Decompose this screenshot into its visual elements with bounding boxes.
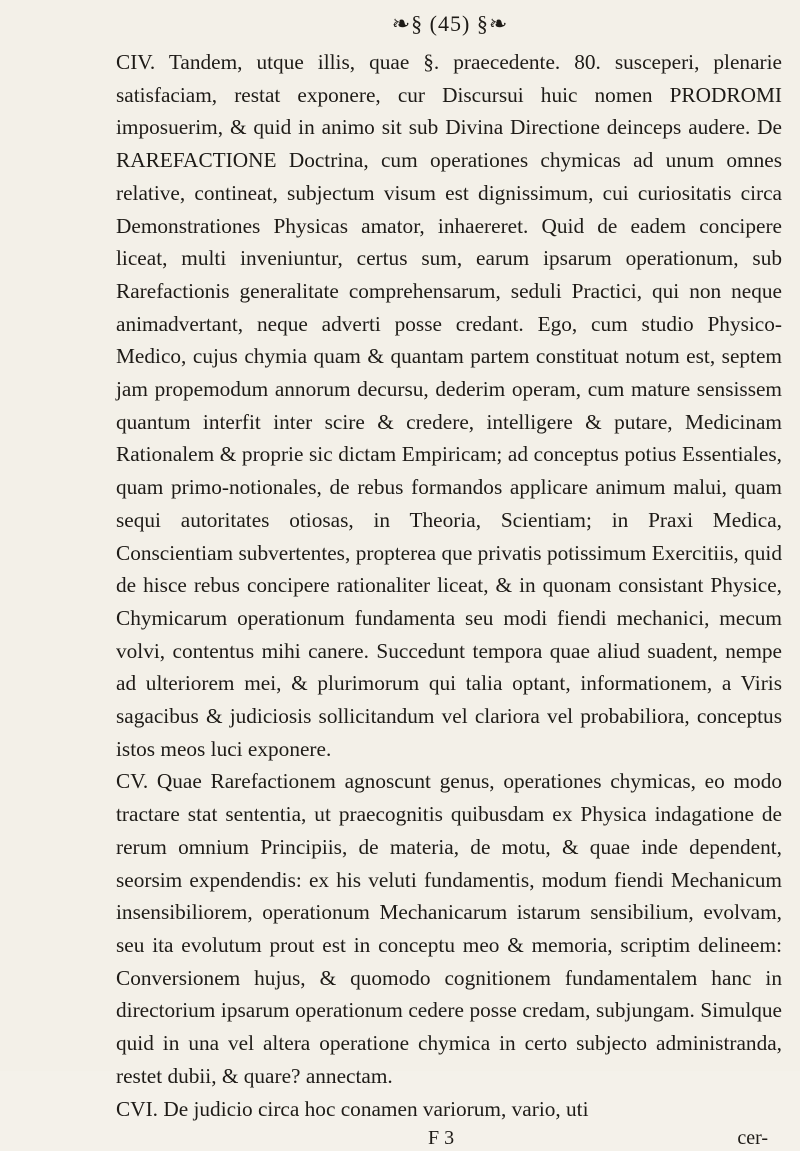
paragraph-civ: CIV. Tandem, utque illis, quae §. praecedente. 80. susceperi, plenarie satisfaciam, restat exponere, cur Discursui huic nomen PRODROMI imposuerim, & quid in animo sit sub Divina Directione deinceps audere. De RAREFACTIONE Doctrina, cum operationes chymicas ad unum omnes relative, contineat, subjectum visum est dignissimum, cui curiositatis circa Demonstrationes Physicas amator, inhaereret. Quid de eadem concipere liceat, multi inveniuntur, certus sum, earum ipsarum operationum, sub Rarefactionis generalitate comprehensarum, seduli Practici, qui non neque animadvertant, neque adverti posse credant. Ego, cum studio Physico-Medico, cujus chymia quam & quantam partem constituat notum est, septem jam propemodum annorum decursu, dederim operam, cum mature sensissem quantum interfit inter scire & credere, intelligere & putare, Medicinam Rationalem & proprie sic dictam Empiricam; ad conceptus potius Essentiales, quam primo-notionales, de rebus formandos applicare animum malui, quam sequi autoritates otiosas, in Theoria, Scientiam; in Praxi Medica, Conscientiam subvertentes, propterea que privatis potissimum Exercitiis, quid de hisce rebus concipere rationaliter liceat, & in quonam consistant Physice, Chymicarum operationum fundamenta seu modi fiendi mechanici, mecum volvi, contentus mihi canere. Succedunt tempora quae aliud suadent, nempe ad ulteriorem mei, & plurimorum qui talia optant, informationem, a Viris sagacibus & judiciosis sollicitandum vel clariora vel probabiliora, conceptus istos meos luci exponere. xyxy=(116,50,782,761)
paragraph-cvi: CVI. De judicio circa hoc conamen variorum, vario, uti xyxy=(116,1096,589,1121)
page-body xyxy=(88,46,782,1125)
page-footer xyxy=(88,1125,782,1151)
paragraph-cv: CV. Quae Rarefactionem agnoscunt genus, operationes chymicas, eo modo tractare stat sententia, ut praecognitis quibusdam ex Physica indagatione de rerum omnium Principiis, de materia, de motu, & quae inde dependent, seorsim expendendis: ex his veluti fundamentis, modum fiendi Mechanicum insensibiliorem, operationum Mechanicarum istarum sensibilium, evolvam, seu ita evolutum prout est in conceptu meo & memoria, scriptim delineem: Conversionem hujus, & quomodo cognitionem fundamentalem hanc in directorium ipsarum operationum cedere posse credam, subjungam. Simulque quid in una vel altera operatione chymica in certo subjecto administranda, restet dubii, & quare? annectam. xyxy=(116,769,782,1088)
signature-mark: F 3 xyxy=(428,1127,455,1150)
running-head: ❧§ (45) §❧ xyxy=(391,11,509,36)
catchword: cer- xyxy=(737,1127,768,1150)
